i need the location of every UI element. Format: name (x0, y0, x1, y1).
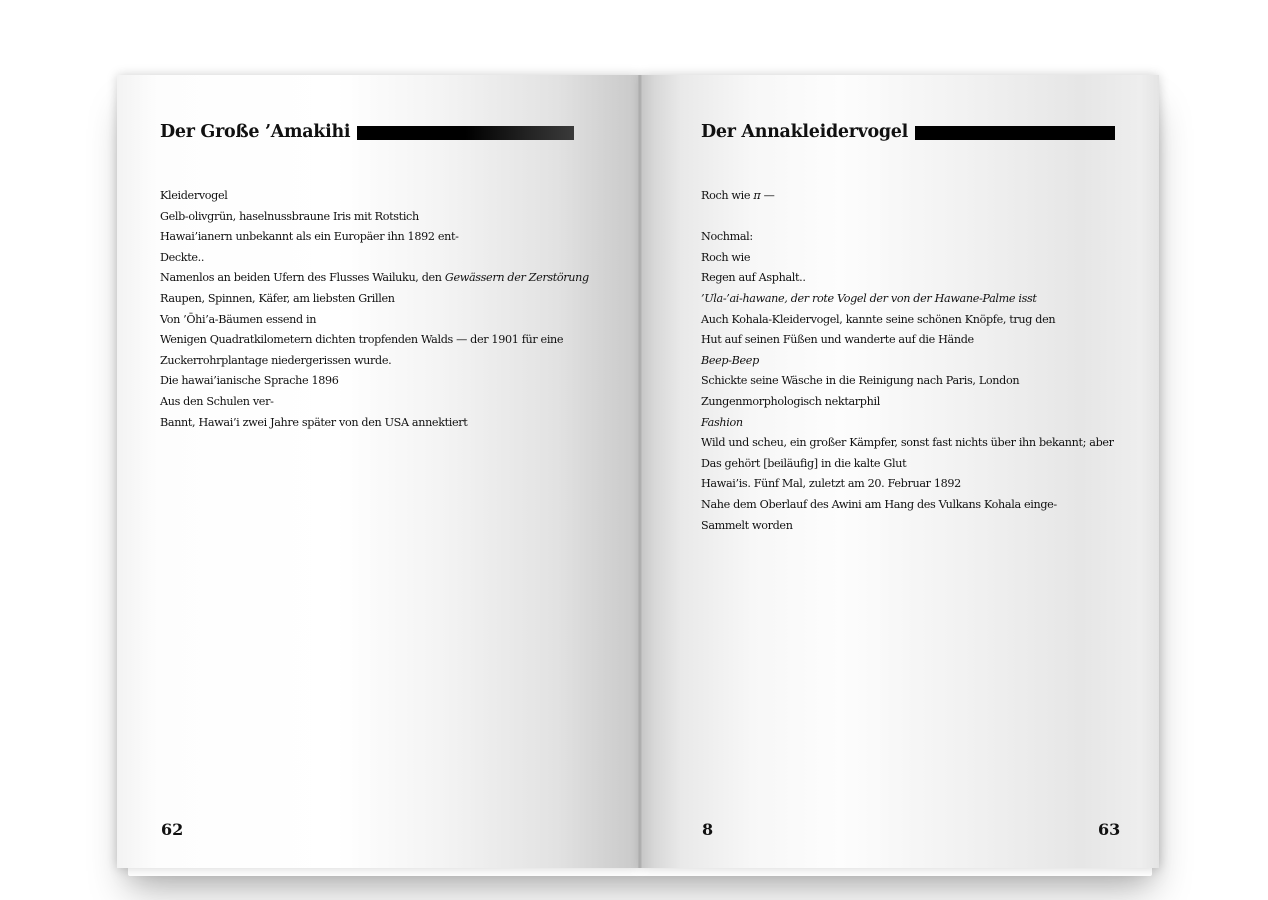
text-line (160, 207, 580, 228)
text-segment: Kleidervogel (160, 189, 228, 202)
text-segment: Regen auf Asphalt.. (701, 271, 806, 285)
text-segment: Wenigen Quadratkilometern dichten tropfenden Walds — der 1901 für eine (160, 333, 564, 347)
text-line (701, 310, 1121, 331)
text-line (701, 330, 1121, 351)
text-segment: Sammelt worden (701, 518, 793, 532)
text-segment: Wild und scheu, ein großer Kämpfer, sonst fast nichts über ihn bekannt; aber (701, 436, 1114, 450)
text-segment: Das gehört [beiläufig] in die kalte Glut (701, 456, 907, 470)
text-line (701, 371, 1121, 392)
left-title-rule (357, 126, 574, 140)
text-segment: Zungenmorphologisch nektarphil (701, 394, 880, 408)
right-page-marginal-number: 8 (702, 820, 714, 839)
text-line (701, 268, 1121, 289)
text-line (701, 227, 1121, 248)
text-segment: π (753, 189, 761, 202)
text-segment: Zuckerrohrplantage niedergerissen wurde. (160, 353, 392, 367)
text-segment: Von ’Ōhi’a-Bäumen essend in (160, 312, 317, 326)
text-segment: Aus den Schulen ver- (160, 394, 274, 408)
text-segment: Nahe dem Oberlauf des Awini am Hang des Vulkans Kohala einge- (701, 497, 1057, 511)
text-segment: — (760, 189, 775, 202)
text-line (160, 186, 580, 207)
text-line (701, 495, 1121, 516)
text-line (701, 516, 1121, 537)
text-line (160, 371, 580, 392)
text-line (701, 289, 1121, 310)
text-segment: Beep-Beep (701, 353, 759, 367)
text-segment: Hawai’is. Fünf Mal, zuletzt am 20. Februar 1892 (701, 477, 961, 491)
text-segment: Schickte seine Wäsche in die Reinigung nach Paris, London (701, 374, 1020, 388)
text-line (701, 454, 1121, 475)
left-page-number: 62 (161, 820, 184, 839)
right-page-number: 63 (1098, 820, 1121, 839)
text-line (701, 248, 1121, 269)
left-page-heading (160, 119, 574, 145)
book-spine (638, 75, 642, 868)
text-segment: ’Ula-’ai-hawane, der rote Vogel der von der Hawane-Palme isst (701, 291, 1037, 305)
text-segment: Gelb-olivgrün, haselnussbraune Iris mit Rotstich (160, 209, 419, 223)
text-segment: Fashion (701, 415, 743, 429)
text-segment: Raupen, Spinnen, Käfer, am liebsten Grillen (160, 291, 395, 305)
text-segment: Die hawai’ianische Sprache 1896 (160, 374, 339, 388)
text-line (160, 413, 580, 434)
text-line (701, 433, 1121, 454)
text-line (160, 351, 580, 372)
text-line (701, 474, 1121, 495)
text-segment: Deckte.. (160, 250, 205, 264)
right-page-heading (701, 119, 1115, 145)
text-line (160, 289, 580, 310)
right-title-rule (915, 126, 1115, 140)
text-segment: Hut auf seinen Füßen und wanderte auf die Hände (701, 333, 974, 347)
text-line (160, 310, 580, 331)
right-page-title: Der Annakleidervogel (701, 122, 908, 142)
text-line (701, 351, 1121, 372)
text-segment: Hawai’ianern unbekannt als ein Europäer ihn 1892 ent- (160, 230, 459, 244)
text-line (160, 227, 580, 248)
text-segment: Namenlos an beiden Ufern des Flusses Wailuku, den (160, 271, 445, 285)
text-segment: Auch Kohala-Kleidervogel, kannte seine schönen Knöpfe, trug den (701, 312, 1056, 326)
left-page-body (160, 186, 589, 433)
text-line (160, 330, 580, 351)
text-segment: Roch wie (701, 189, 754, 202)
text-line (160, 248, 580, 269)
text-line (701, 413, 1121, 434)
text-line (701, 392, 1121, 413)
text-line (701, 186, 1121, 207)
text-segment: Roch wie (701, 250, 751, 264)
text-segment: Nochmal: (701, 230, 753, 244)
text-line (160, 268, 589, 289)
left-page-title: Der Große ’Amakihi (160, 122, 351, 142)
text-segment: Gewässern der Zerstörung (444, 271, 589, 285)
text-line (160, 392, 580, 413)
text-line (701, 207, 1121, 228)
text-segment: Bannt, Hawai’i zwei Jahre später von den USA annektiert (160, 415, 468, 429)
right-page-body (701, 186, 1121, 536)
